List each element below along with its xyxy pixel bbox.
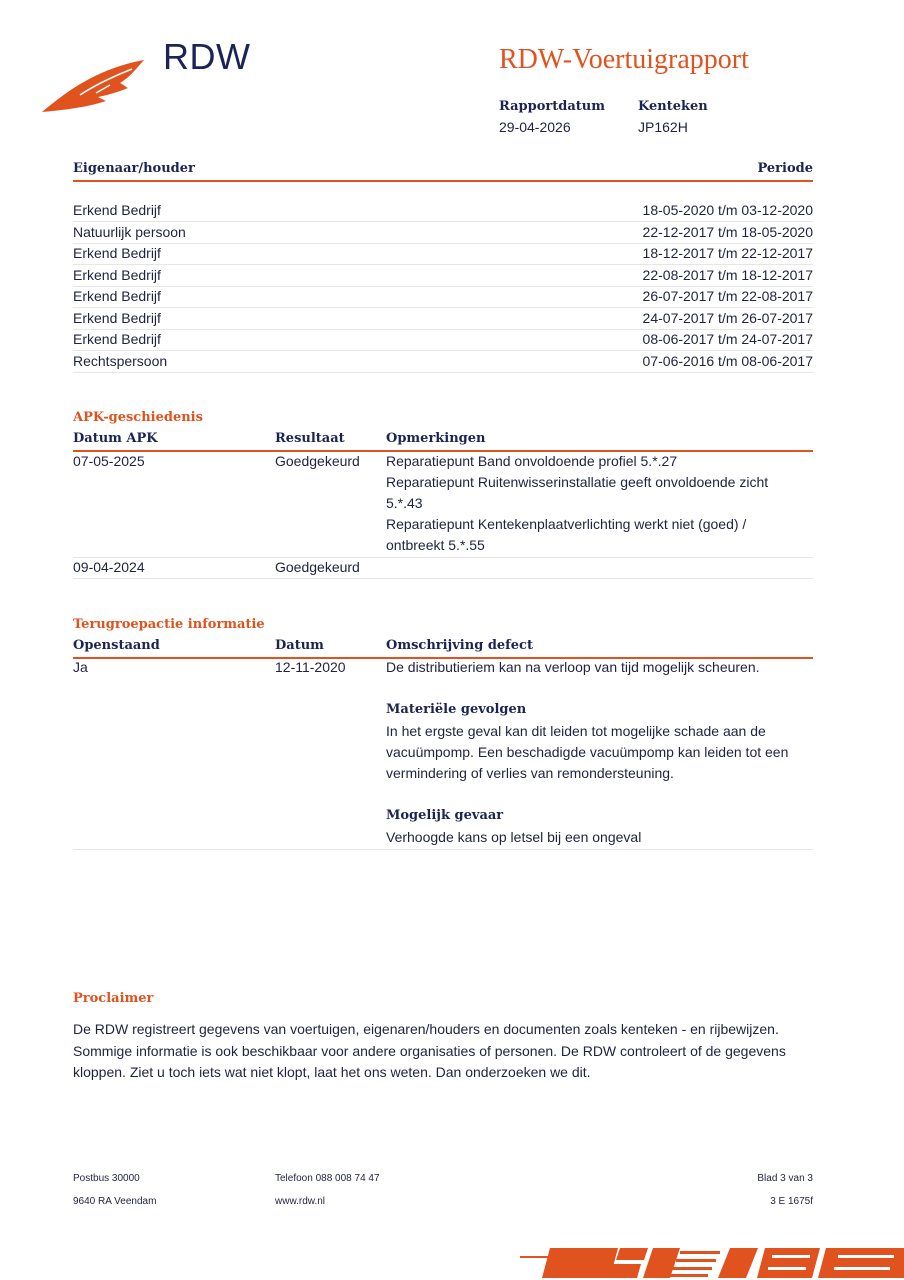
footer-web[interactable]: www.rdw.nl: [275, 1196, 326, 1207]
apk-remarks-header: Opmerkingen: [386, 431, 486, 446]
consequences-line: vermindering of verlies van remondersteuning.: [386, 765, 674, 781]
period-column-header: Periode: [757, 161, 813, 176]
footer-page: Blad 3 van 3: [757, 1173, 813, 1184]
logo-text: RDW: [163, 36, 251, 77]
owner-period: 08-06-2017 t/m 24-07-2017: [642, 331, 813, 347]
row-divider: [73, 578, 813, 579]
owner-column-header: Eigenaar/houder: [73, 161, 195, 176]
recall-desc-header: Omschrijving defect: [386, 638, 533, 653]
recall-date: 12-11-2020: [275, 659, 346, 675]
apk-remark: Reparatiepunt Band onvoldoende profiel 5.*.27: [386, 453, 678, 469]
owners-header-rule: [73, 180, 813, 182]
owner-period: 24-07-2017 t/m 26-07-2017: [642, 309, 813, 326]
footer-city: 9640 RA Veendam: [73, 1196, 157, 1207]
rdw-feather-logo-icon: [40, 55, 150, 115]
owner-row: [73, 222, 813, 244]
report-title: RDW-Voertuigrapport: [499, 44, 749, 75]
owner-type: Erkend Bedrijf: [73, 202, 161, 218]
owner-row: [73, 243, 813, 265]
owner-period: 22-08-2017 t/m 18-12-2017: [642, 266, 813, 283]
apk-section-title: APK-geschiedenis: [73, 410, 203, 425]
owner-row: [73, 351, 813, 373]
owner-period: 18-12-2017 t/m 22-12-2017: [642, 245, 813, 261]
owner-type: Erkend Bedrijf: [73, 266, 161, 283]
plate-value: JP162H: [638, 119, 688, 135]
owner-type: Erkend Bedrijf: [73, 288, 161, 304]
owner-row: [73, 286, 813, 308]
owner-type: Rechtspersoon: [73, 352, 168, 369]
owner-row: [73, 308, 813, 330]
recall-open: Ja: [73, 659, 88, 675]
footer-postbus: Postbus 30000: [73, 1173, 140, 1184]
owner-period: 07-06-2016 t/m 08-06-2017: [642, 352, 813, 369]
consequences-line: vacuümpomp. Een beschadigde vacuümpomp kan leiden tot een: [386, 744, 789, 760]
owner-row: [73, 265, 813, 287]
apk-remark: Reparatiepunt Ruitenwisserinstallatie geeft onvoldoende zicht: [386, 474, 769, 490]
owner-period: 18-05-2020 t/m 03-12-2020: [642, 202, 813, 218]
footer-stripes-icon: [520, 1245, 904, 1280]
danger-text: Verhoogde kans op letsel bij een ongeval: [386, 829, 642, 845]
apk-result-header: Resultaat: [275, 431, 345, 446]
plate-label: Kenteken: [638, 99, 708, 114]
owner-type: Erkend Bedrijf: [73, 331, 161, 347]
report-date-label: Rapportdatum: [499, 99, 605, 114]
owner-period: 22-12-2017 t/m 18-05-2020: [642, 223, 813, 240]
consequences-label: Materiële gevolgen: [386, 702, 527, 717]
apk-date-header: Datum APK: [73, 431, 158, 446]
row-divider: [73, 849, 813, 850]
footer-code: 3 E 1675f: [770, 1196, 813, 1207]
consequences-line: In het ergste geval kan dit leiden tot mogelijke schade aan de: [386, 723, 766, 739]
recall-date-header: Datum: [275, 638, 324, 653]
owner-row: [73, 329, 813, 351]
danger-label: Mogelijk gevaar: [386, 808, 504, 823]
proclaimer-text: De RDW registreert gegevens van voertuigen, eigenaren/houders en documenten zoals kenteken - en rijbewijzen. Sommige informatie is ook beschikbaar voor andere organisaties of personen. De RDW controleert of de gegevens kloppen. Ziet u toch iets wat niet klopt, laat het ons weten. Dan onderzoeken we dit.: [73, 1021, 786, 1080]
apk-remark: Reparatiepunt Kentekenplaatverlichting werkt niet (goed) /: [386, 516, 747, 532]
apk-remark: 5.*.43: [386, 495, 423, 511]
report-date: 29-04-2026: [499, 119, 571, 135]
apk-remark: ontbreekt 5.*.55: [386, 537, 485, 553]
row-divider: [73, 557, 813, 558]
recall-open-header: Openstaand: [73, 638, 160, 653]
owner-type: Erkend Bedrijf: [73, 309, 161, 326]
owner-period: 26-07-2017 t/m 22-08-2017: [642, 288, 813, 304]
recall-description: De distributieriem kan na verloop van tijd mogelijk scheuren.: [386, 659, 760, 675]
owner-row: [73, 200, 813, 222]
apk-result: Goedgekeurd: [275, 453, 360, 469]
apk-date: 09-04-2024: [73, 559, 145, 575]
apk-result: Goedgekeurd: [275, 559, 360, 575]
owner-type: Erkend Bedrijf: [73, 245, 161, 261]
proclaimer-title: Proclaimer: [73, 991, 154, 1006]
footer-phone: Telefoon 088 008 74 47: [275, 1173, 380, 1184]
apk-date: 07-05-2025: [73, 453, 145, 469]
recall-section-title: Terugroepactie informatie: [73, 617, 265, 632]
owner-type: Natuurlijk persoon: [73, 223, 186, 240]
